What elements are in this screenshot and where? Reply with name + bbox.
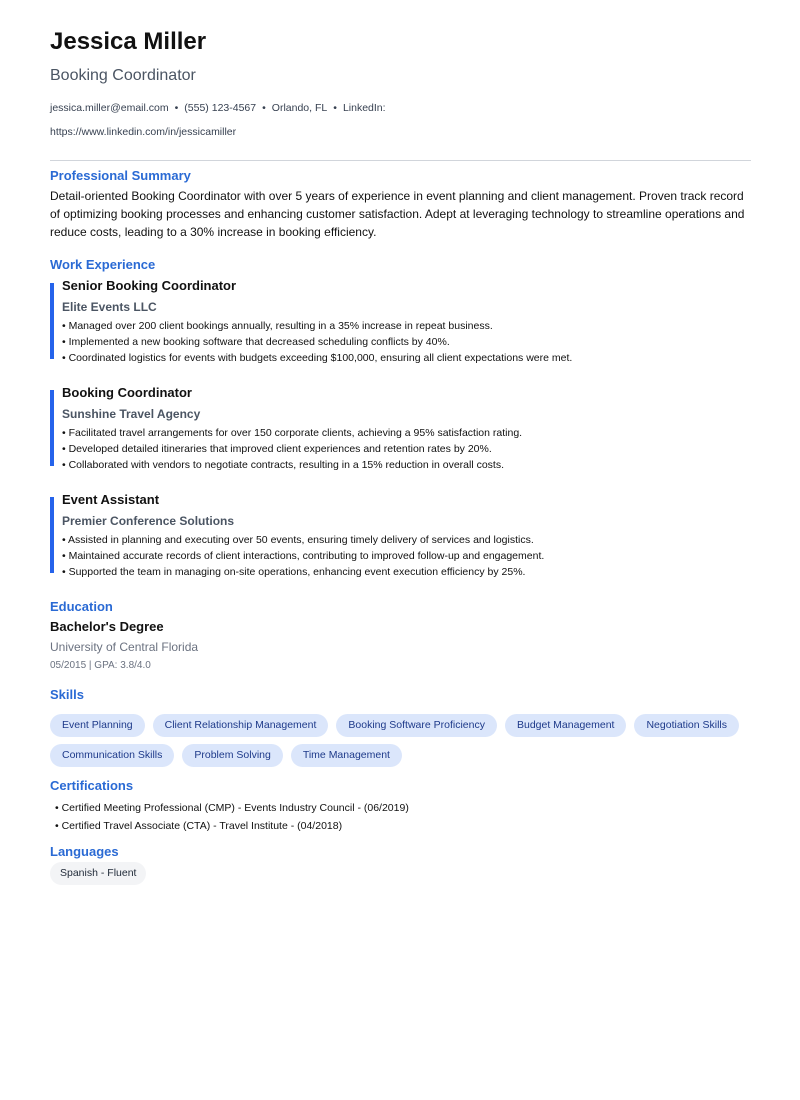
job-entry-company: Elite Events LLC	[62, 300, 157, 314]
certification-item: • Certified Meeting Professional (CMP) - Events Industry Council - (06/2019)	[55, 802, 409, 814]
job-accent-bar	[50, 497, 54, 573]
job-entry-company: Sunshine Travel Agency	[62, 407, 201, 421]
job-bullet: • Developed detailed itineraries that improved client experiences and retention rates by 20%.	[62, 443, 492, 455]
degree: Bachelor's Degree	[50, 619, 164, 634]
job-entry-title: Senior Booking Coordinator	[62, 278, 237, 293]
job-bullet: • Managed over 200 client bookings annually, resulting in a 35% increase in repeat business.	[62, 320, 493, 332]
resume-page	[50, 28, 751, 885]
summary-text: Detail-oriented Booking Coordinator with over 5 years of experience in event planning and client management. Proven track record of optimizing booking processes and enhancing customer satisfaction. Adept at leveraging technology to streamline operations and reduce costs, leading to a 30% increase in booking efficiency.	[50, 189, 745, 239]
certifications-list	[50, 799, 751, 835]
job-entry-title: Booking Coordinator	[62, 385, 192, 400]
job-bullets	[62, 532, 751, 580]
candidate-name: Jessica Miller	[50, 28, 207, 55]
job-bullet: • Implemented a new booking software that decreased scheduling conflicts by 40%.	[62, 336, 450, 348]
job-bullet: • Maintained accurate records of client interactions, contributing to improved follow-up and engagement.	[62, 550, 545, 562]
header-divider	[50, 160, 751, 161]
school-name: University of Central Florida	[50, 640, 199, 654]
experience-list	[50, 277, 751, 580]
location: Orlando, FL	[271, 102, 328, 114]
skill-chip: Time Management	[291, 744, 402, 767]
experience-heading: Work Experience	[50, 257, 156, 272]
job-bullets	[62, 425, 751, 473]
job-entry	[50, 384, 751, 473]
job-accent-bar	[50, 390, 54, 466]
summary-heading: Professional Summary	[50, 168, 191, 183]
languages-heading: Languages	[50, 844, 119, 859]
linkedin-link[interactable]: https://www.linkedin.com/in/jessicamiller	[50, 126, 237, 138]
email-link[interactable]: jessica.miller@email.com	[50, 102, 169, 114]
languages-list	[50, 860, 751, 885]
skill-chip: Booking Software Proficiency	[336, 714, 497, 737]
skills-list	[50, 714, 751, 774]
linkedin-label: LinkedIn:	[342, 102, 386, 114]
contact-separator: •	[333, 102, 337, 114]
certification-item: • Certified Travel Associate (CTA) - Travel Institute - (04/2018)	[55, 820, 343, 832]
skill-chip: Budget Management	[505, 714, 626, 737]
education-meta: 05/2015 | GPA: 3.8/4.0	[50, 660, 151, 671]
job-bullet: • Collaborated with vendors to negotiate contracts, resulting in a 15% reduction in overall costs.	[62, 459, 504, 471]
skill-chip: Communication Skills	[50, 744, 174, 767]
skill-chip: Negotiation Skills	[634, 714, 739, 737]
phone-number: (555) 123-4567	[184, 102, 257, 114]
contact-info	[50, 96, 390, 144]
resume-header	[50, 28, 751, 161]
job-entry-company: Premier Conference Solutions	[62, 514, 235, 528]
language-chip: Spanish - Fluent	[50, 862, 146, 885]
job-entry	[50, 491, 751, 580]
job-bullet: • Supported the team in managing on-site operations, enhancing event execution efficiency by 25%.	[62, 566, 526, 578]
skill-chip: Event Planning	[50, 714, 145, 737]
job-bullet: • Coordinated logistics for events with budgets exceeding $100,000, ensuring all client expectations were met.	[62, 352, 573, 364]
job-accent-bar	[50, 283, 54, 359]
education-heading: Education	[50, 599, 113, 614]
job-bullets	[62, 318, 751, 366]
job-bullet: • Facilitated travel arrangements for over 150 corporate clients, achieving a 95% satisfaction rating.	[62, 427, 523, 439]
job-entry-title: Event Assistant	[62, 492, 160, 507]
contact-separator: •	[174, 102, 179, 114]
certifications-heading: Certifications	[50, 778, 134, 793]
skill-chip: Client Relationship Management	[153, 714, 329, 737]
skills-heading: Skills	[50, 687, 84, 702]
skill-chip: Problem Solving	[182, 744, 282, 767]
job-title: Booking Coordinator	[50, 67, 196, 84]
job-entry	[50, 277, 751, 366]
job-bullet: • Assisted in planning and executing over 50 events, ensuring timely delivery of services and logistics.	[62, 534, 534, 546]
contact-separator: •	[262, 102, 266, 114]
